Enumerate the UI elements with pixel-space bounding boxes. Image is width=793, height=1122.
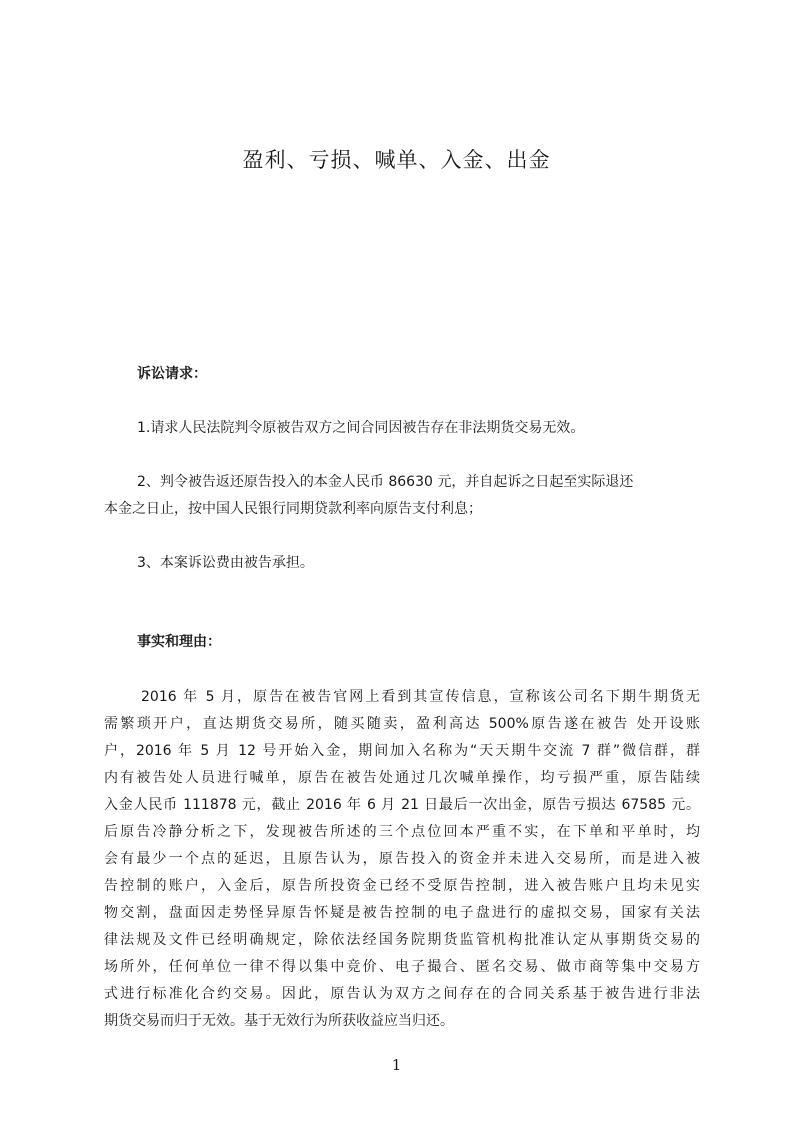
facts-line: 期货交易而归于无效。基于无效行为所获收益应当归还。 xyxy=(104,1013,454,1029)
facts-line: 需繁琐开户，直达期货交易所，随买随卖，盈利高达 500%原告遂在被告 处开设账 xyxy=(104,716,700,732)
facts-line: 2016 年 5 月，原告在被告官网上看到其宣传信息，宣称该公司名下期牛期货无 xyxy=(141,689,700,705)
claim-item-2-line-2: 本金之日止，按中国人民银行同期贷款利率向原告支付利息； xyxy=(104,501,482,517)
claim-item-3: 3、本案诉讼费由被告承担。 xyxy=(137,555,314,571)
facts-line: 式进行标准化合约交易。因此，原告认为双方之间存在的合同关系基于被告进行非法 xyxy=(104,986,700,1002)
facts-line: 内有被告处人员进行喊单，原告在被告处通过几次喊单操作，均亏损严重，原告陆续 xyxy=(104,770,700,786)
facts-line: 物交割，盘面因走势怪异原告怀疑是被告控制的电子盘进行的虚拟交易，国家有关法 xyxy=(104,905,700,921)
page-number: 1 xyxy=(391,1056,402,1074)
claims-heading: 诉讼请求： xyxy=(137,366,207,382)
document-title: 盈利、亏损、喊单、入金、出金 xyxy=(242,148,551,172)
facts-line: 场所外，任何单位一律不得以集中竞价、电子撮合、匿名交易、做市商等集中交易方 xyxy=(104,959,700,975)
facts-line: 律法规及文件已经明确规定，除依法经国务院期货监管机构批准认定从事期货交易的 xyxy=(104,932,700,948)
claim-item-2-line-1: 2、判令被告返还原告投入的本金人民币 86630 元，并自起诉之日起至实际退还 xyxy=(137,474,634,490)
facts-line: 户，2016 年 5 月 12 号开始入金，期间加入名称为“天天期牛交流 7 群”微信群，群 xyxy=(104,743,700,759)
claim-item-1: 1.请求人民法院判令原被告双方之间合同因被告存在非法期货交易无效。 xyxy=(137,420,585,436)
facts-heading: 事实和理由： xyxy=(137,634,221,650)
facts-line: 后原告冷静分析之下，发现被告所述的三个点位回本严重不实，在下单和平单时，均 xyxy=(104,824,700,840)
facts-line: 告控制的账户，入金后，原告所投资金已经不受原告控制，进入被告账户且均未见实 xyxy=(104,878,700,894)
facts-line: 入金人民币 111878 元，截止 2016 年 6 月 21 日最后一次出金，原告亏损达 67585 元。 xyxy=(104,797,700,813)
facts-line: 会有最少一个点的延迟，且原告认为，原告投入的资金并未进入交易所，而是进入被 xyxy=(104,851,700,867)
